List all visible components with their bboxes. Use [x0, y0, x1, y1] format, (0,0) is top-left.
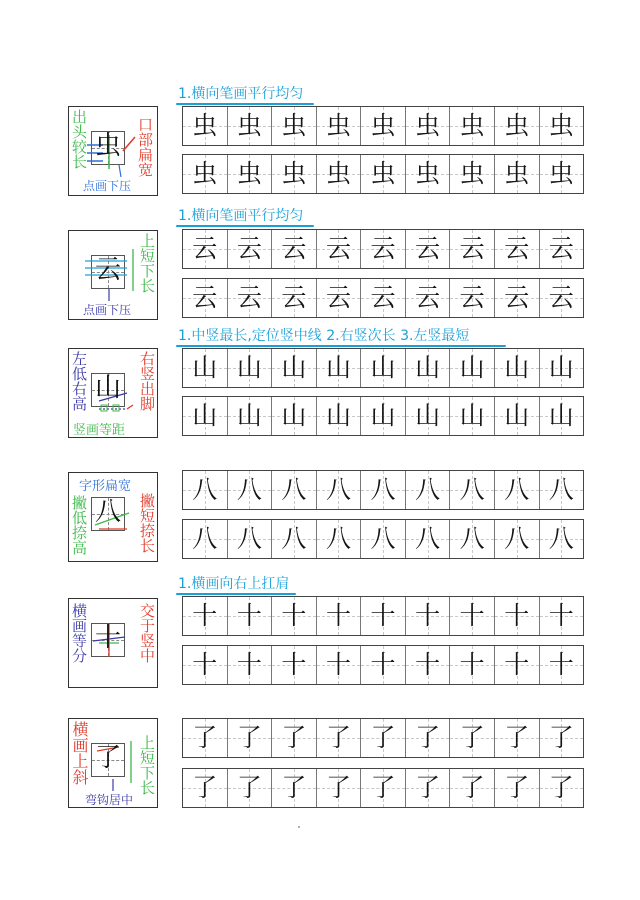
- practice-row: [182, 348, 584, 388]
- practice-row: [182, 768, 584, 808]
- practice-cell[interactable]: 虫: [450, 107, 495, 145]
- note-underline: [176, 225, 314, 227]
- practice-cell[interactable]: 八: [317, 520, 362, 558]
- practice-cell[interactable]: 了: [540, 769, 584, 807]
- practice-cell[interactable]: 十: [183, 597, 228, 635]
- practice-cell[interactable]: 了: [361, 769, 406, 807]
- demo-box: [68, 348, 158, 438]
- right-annotation: 交于竖中: [138, 603, 156, 663]
- bottom-annotation: 点画下压: [83, 179, 132, 193]
- note-underline: [176, 103, 314, 105]
- practice-cell[interactable]: 十: [272, 646, 317, 684]
- section-note: 1.横画向右上扛肩: [178, 576, 290, 592]
- practice-cell[interactable]: 山: [361, 397, 406, 435]
- practice-cell[interactable]: 云: [228, 279, 273, 317]
- practice-cell[interactable]: 山: [406, 349, 451, 387]
- practice-cell[interactable]: 十: [228, 646, 273, 684]
- demo-character: 十: [94, 623, 121, 653]
- practice-cell[interactable]: 八: [361, 471, 406, 509]
- practice-cell[interactable]: 八: [361, 520, 406, 558]
- practice-cell[interactable]: 虫: [228, 107, 273, 145]
- practice-row: [182, 154, 584, 194]
- practice-cell[interactable]: 云: [495, 279, 540, 317]
- practice-cell[interactable]: 虫: [272, 107, 317, 145]
- practice-cell[interactable]: 山: [450, 349, 495, 387]
- practice-cell[interactable]: 山: [317, 349, 362, 387]
- right-annotation: 上短下长: [138, 735, 156, 795]
- practice-cell[interactable]: 了: [495, 769, 540, 807]
- practice-cell[interactable]: 云: [540, 230, 584, 268]
- practice-row: [182, 278, 584, 318]
- demo-box: [68, 472, 158, 562]
- practice-cell[interactable]: 了: [228, 769, 273, 807]
- left-annotation: 出头较长: [70, 109, 88, 169]
- practice-row: [182, 396, 584, 436]
- practice-cell[interactable]: 山: [540, 397, 584, 435]
- practice-cell[interactable]: 山: [361, 349, 406, 387]
- practice-cell[interactable]: 八: [272, 471, 317, 509]
- practice-cell[interactable]: 云: [183, 230, 228, 268]
- practice-cell[interactable]: 了: [406, 719, 451, 757]
- practice-cell[interactable]: 十: [272, 597, 317, 635]
- left-annotation: 横画上斜: [70, 721, 89, 785]
- practice-cell[interactable]: 虫: [361, 107, 406, 145]
- practice-row: [182, 718, 584, 758]
- practice-cell[interactable]: 虫: [406, 155, 451, 193]
- right-annotation: 右竖出脚: [138, 351, 156, 411]
- demo-box: [68, 718, 158, 808]
- practice-cell[interactable]: 八: [495, 471, 540, 509]
- practice-cell[interactable]: 十: [406, 646, 451, 684]
- practice-cell[interactable]: 十: [540, 646, 584, 684]
- practice-cell[interactable]: 山: [272, 397, 317, 435]
- section-note: 1.横向笔画平行均匀: [178, 208, 304, 224]
- note-underline: [176, 345, 506, 347]
- practice-cell[interactable]: 虫: [540, 107, 584, 145]
- practice-cell[interactable]: 云: [272, 279, 317, 317]
- demo-box: [68, 230, 158, 320]
- practice-cell[interactable]: 虫: [317, 155, 362, 193]
- left-annotation: 横画等分: [70, 603, 88, 663]
- demo-character: 云: [94, 255, 121, 285]
- practice-cell[interactable]: 八: [540, 520, 584, 558]
- practice-cell[interactable]: 山: [495, 397, 540, 435]
- practice-cell[interactable]: 十: [406, 597, 451, 635]
- practice-cell[interactable]: 虫: [361, 155, 406, 193]
- practice-cell[interactable]: 山: [228, 397, 273, 435]
- practice-cell[interactable]: 八: [495, 520, 540, 558]
- practice-cell[interactable]: 山: [450, 397, 495, 435]
- demo-box: [68, 106, 158, 196]
- practice-cell[interactable]: 十: [450, 597, 495, 635]
- practice-cell[interactable]: 云: [406, 279, 451, 317]
- practice-cell[interactable]: 了: [228, 719, 273, 757]
- practice-cell[interactable]: 了: [450, 719, 495, 757]
- practice-cell[interactable]: 八: [406, 471, 451, 509]
- practice-cell[interactable]: 了: [317, 769, 362, 807]
- right-annotation: 上短下长: [138, 233, 156, 293]
- right-annotation: 撇短捺长: [138, 493, 156, 553]
- practice-cell[interactable]: 虫: [228, 155, 273, 193]
- top-annotation: 字形扁宽: [79, 479, 132, 494]
- practice-cell[interactable]: 十: [317, 646, 362, 684]
- practice-cell[interactable]: 山: [183, 397, 228, 435]
- practice-cell[interactable]: 云: [406, 230, 451, 268]
- demo-character: 山: [94, 373, 121, 403]
- section-note: 1.横向笔画平行均匀: [178, 86, 304, 102]
- practice-cell[interactable]: 了: [495, 719, 540, 757]
- practice-cell[interactable]: 了: [272, 769, 317, 807]
- practice-cell[interactable]: 了: [317, 719, 362, 757]
- practice-cell[interactable]: 云: [450, 230, 495, 268]
- practice-cell[interactable]: 云: [361, 279, 406, 317]
- practice-row: [182, 106, 584, 146]
- note-underline: [176, 593, 296, 595]
- practice-cell[interactable]: 山: [406, 397, 451, 435]
- practice-cell[interactable]: 八: [317, 471, 362, 509]
- practice-cell[interactable]: 虫: [540, 155, 584, 193]
- practice-cell[interactable]: 云: [272, 230, 317, 268]
- practice-cell[interactable]: 了: [272, 719, 317, 757]
- practice-cell[interactable]: 云: [450, 279, 495, 317]
- practice-cell[interactable]: 十: [228, 597, 273, 635]
- practice-cell[interactable]: 山: [495, 349, 540, 387]
- demo-character: 虫: [94, 131, 121, 161]
- practice-cell[interactable]: 十: [450, 646, 495, 684]
- practice-cell[interactable]: 十: [183, 646, 228, 684]
- practice-cell[interactable]: 了: [540, 719, 584, 757]
- practice-row: [182, 229, 584, 269]
- practice-cell[interactable]: 云: [495, 230, 540, 268]
- demo-box: [68, 598, 158, 688]
- practice-cell[interactable]: 虫: [495, 155, 540, 193]
- practice-row: [182, 645, 584, 685]
- practice-cell[interactable]: 山: [183, 349, 228, 387]
- right-annotation: 口部扁宽: [136, 117, 154, 177]
- practice-cell[interactable]: 了: [361, 719, 406, 757]
- bottom-annotation: 点画下压: [83, 303, 132, 317]
- practice-cell[interactable]: 了: [183, 719, 228, 757]
- left-annotation: 左低右高: [70, 351, 88, 411]
- practice-cell[interactable]: 八: [272, 520, 317, 558]
- practice-cell[interactable]: 山: [540, 349, 584, 387]
- practice-cell[interactable]: 十: [495, 597, 540, 635]
- practice-cell[interactable]: 云: [317, 279, 362, 317]
- practice-cell[interactable]: 了: [406, 769, 451, 807]
- practice-cell[interactable]: 十: [361, 646, 406, 684]
- practice-cell[interactable]: 云: [540, 279, 584, 317]
- practice-cell[interactable]: 十: [495, 646, 540, 684]
- practice-cell[interactable]: 了: [183, 769, 228, 807]
- page-mark: [298, 826, 300, 828]
- practice-cell[interactable]: 云: [183, 279, 228, 317]
- practice-cell[interactable]: 云: [228, 230, 273, 268]
- practice-cell[interactable]: 八: [540, 471, 584, 509]
- practice-row: [182, 596, 584, 636]
- practice-cell[interactable]: 八: [228, 520, 273, 558]
- left-annotation: 撇低捺高: [70, 495, 88, 555]
- practice-cell[interactable]: 十: [361, 597, 406, 635]
- practice-cell[interactable]: 虫: [272, 155, 317, 193]
- practice-cell[interactable]: 山: [317, 397, 362, 435]
- practice-cell[interactable]: 山: [228, 349, 273, 387]
- practice-cell[interactable]: 云: [361, 230, 406, 268]
- practice-cell[interactable]: 虫: [183, 107, 228, 145]
- practice-cell[interactable]: 虫: [406, 107, 451, 145]
- practice-cell[interactable]: 八: [450, 520, 495, 558]
- practice-cell[interactable]: 虫: [495, 107, 540, 145]
- demo-character: 了: [94, 743, 121, 773]
- practice-cell[interactable]: 十: [540, 597, 584, 635]
- practice-cell[interactable]: 山: [272, 349, 317, 387]
- bottom-annotation: 竖画等距: [73, 423, 126, 438]
- practice-cell[interactable]: 虫: [450, 155, 495, 193]
- practice-row: [182, 470, 584, 510]
- bottom-annotation: 弯钩居中: [85, 793, 134, 807]
- practice-cell[interactable]: 虫: [317, 107, 362, 145]
- section-note: 1.中竖最长,定位竖中线 2.右竖次长 3.左竖最短: [178, 328, 470, 344]
- practice-cell[interactable]: 八: [228, 471, 273, 509]
- practice-cell[interactable]: 八: [183, 471, 228, 509]
- practice-cell[interactable]: 八: [183, 520, 228, 558]
- practice-cell[interactable]: 十: [317, 597, 362, 635]
- practice-row: [182, 519, 584, 559]
- practice-cell[interactable]: 了: [450, 769, 495, 807]
- practice-cell[interactable]: 八: [450, 471, 495, 509]
- practice-cell[interactable]: 八: [406, 520, 451, 558]
- practice-cell[interactable]: 云: [317, 230, 362, 268]
- demo-character: 八: [94, 497, 121, 527]
- practice-cell[interactable]: 虫: [183, 155, 228, 193]
